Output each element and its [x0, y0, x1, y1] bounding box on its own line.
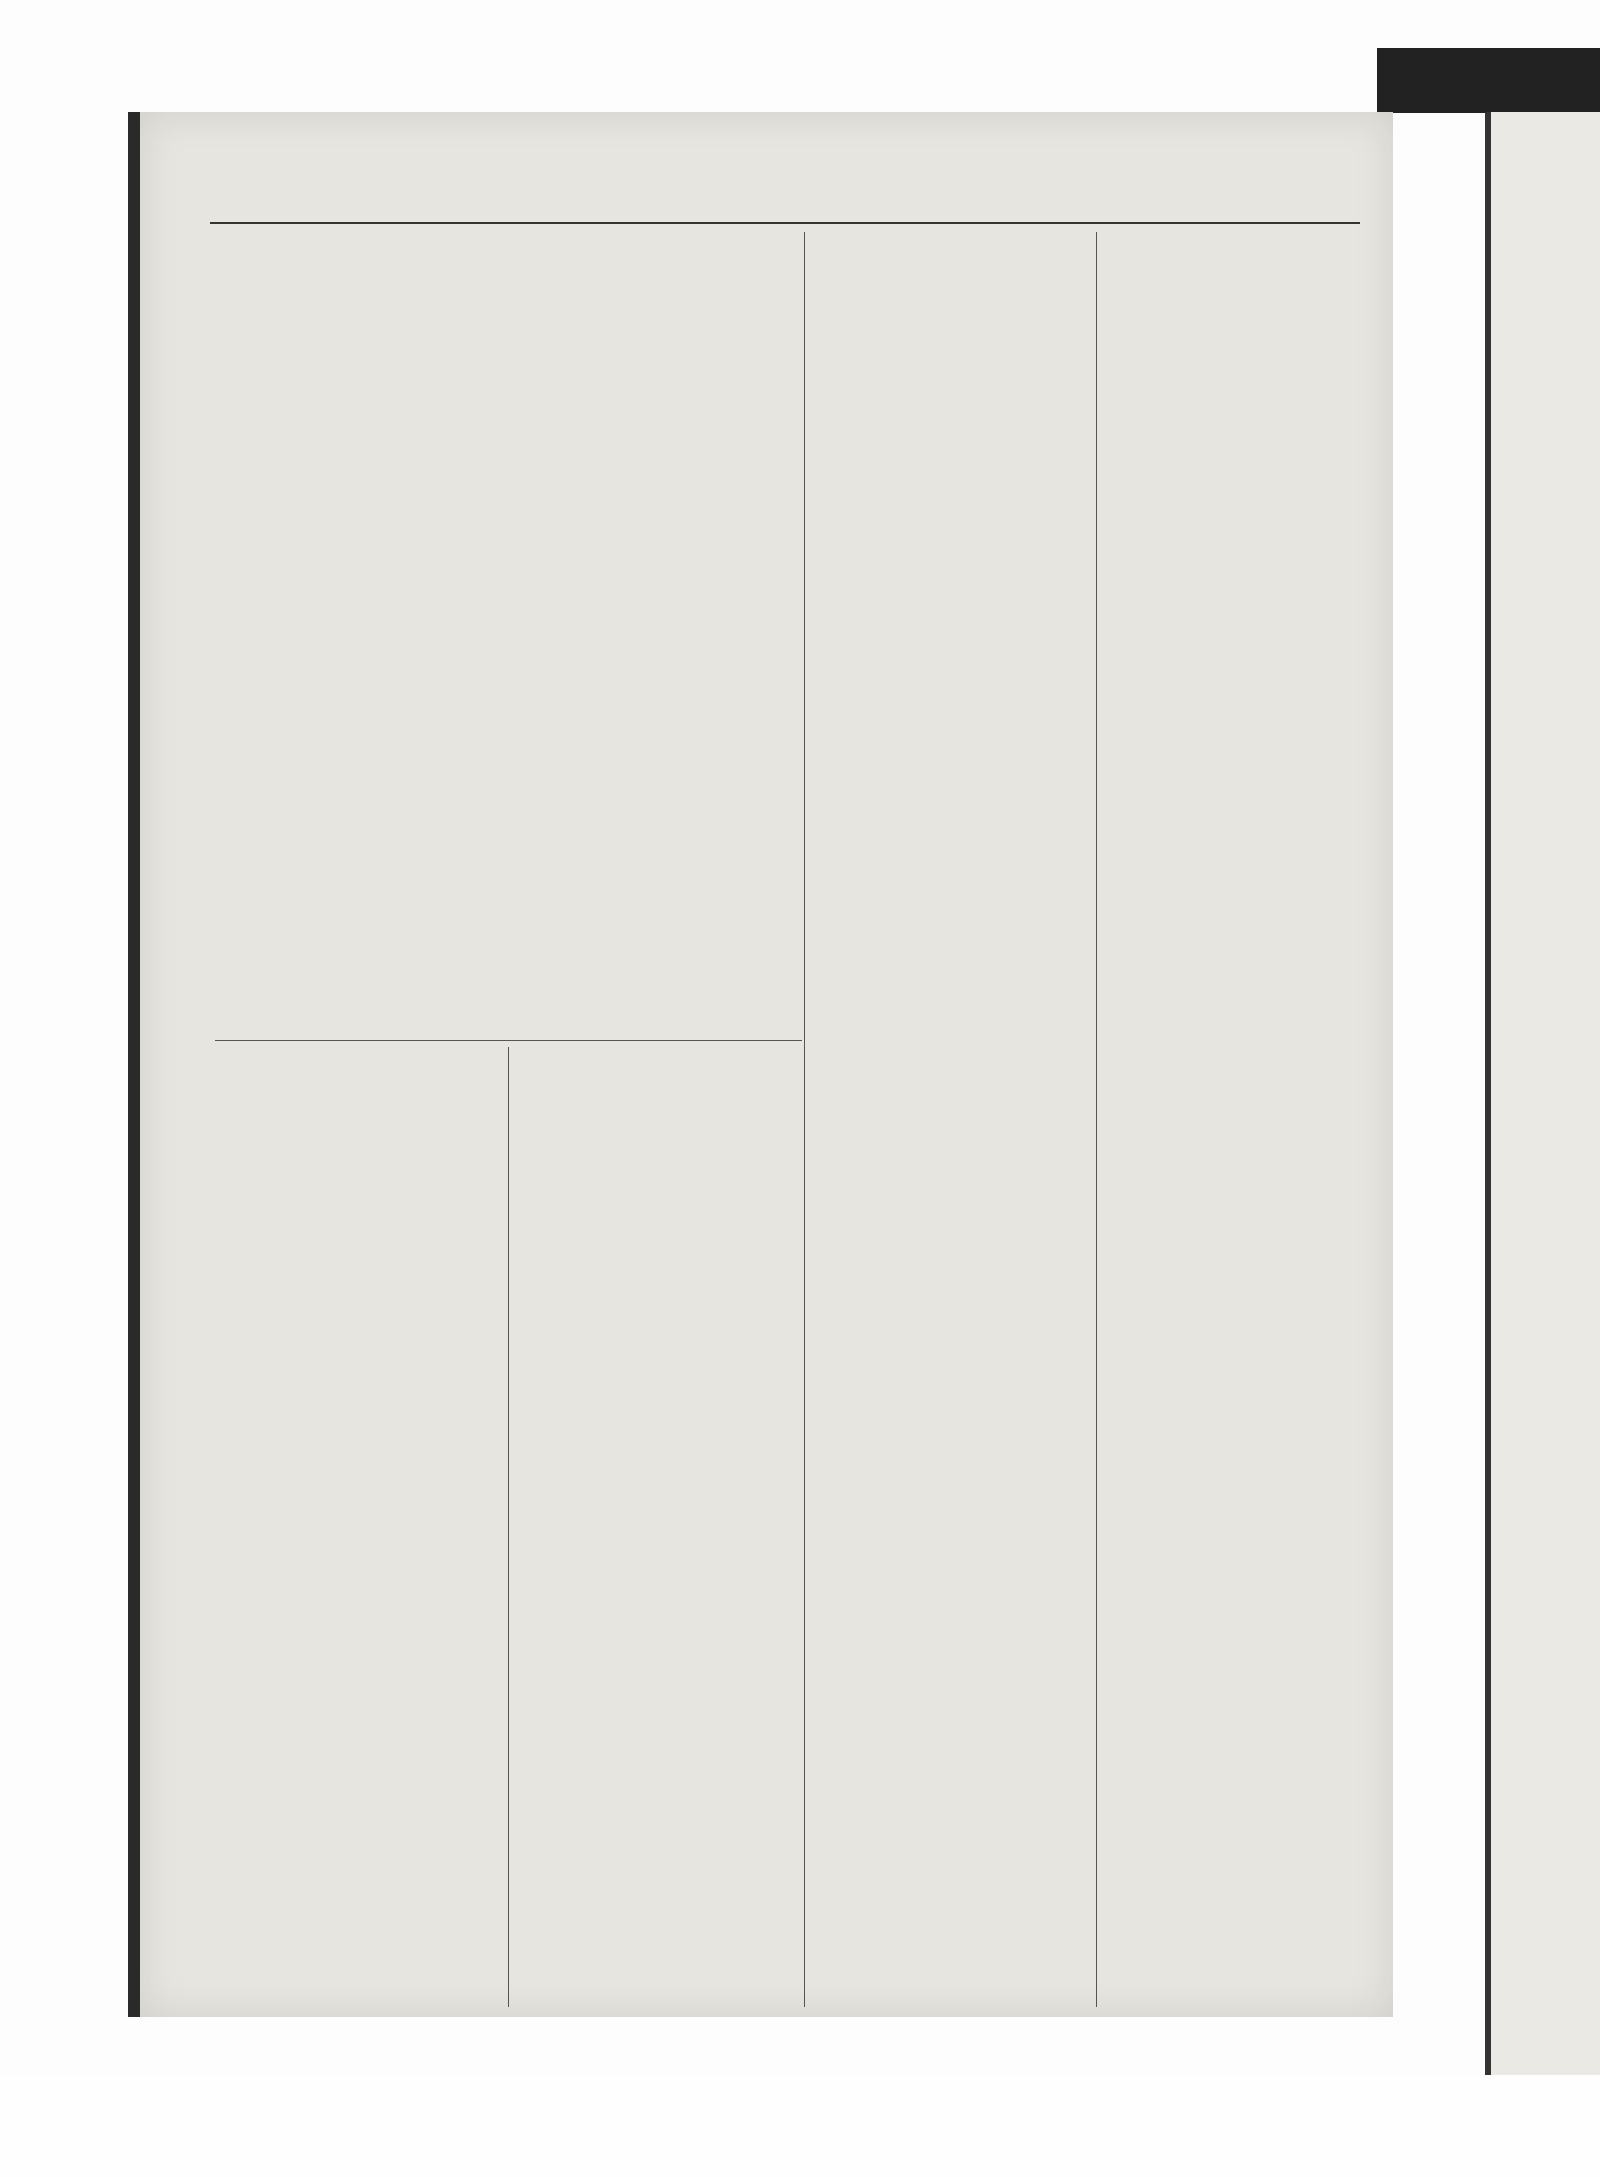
document-page — [128, 112, 1393, 2017]
black-tab — [1377, 48, 1600, 113]
column-rule-2 — [804, 232, 805, 2007]
scan-bottom-band — [0, 2075, 1600, 2177]
column-rule-3 — [1096, 232, 1097, 2007]
section-rule — [215, 1040, 802, 1041]
adjacent-page-edge — [1485, 112, 1600, 2075]
header-rule — [210, 222, 1360, 224]
page-header — [210, 182, 1360, 222]
column-rule-1 — [508, 1047, 509, 2007]
